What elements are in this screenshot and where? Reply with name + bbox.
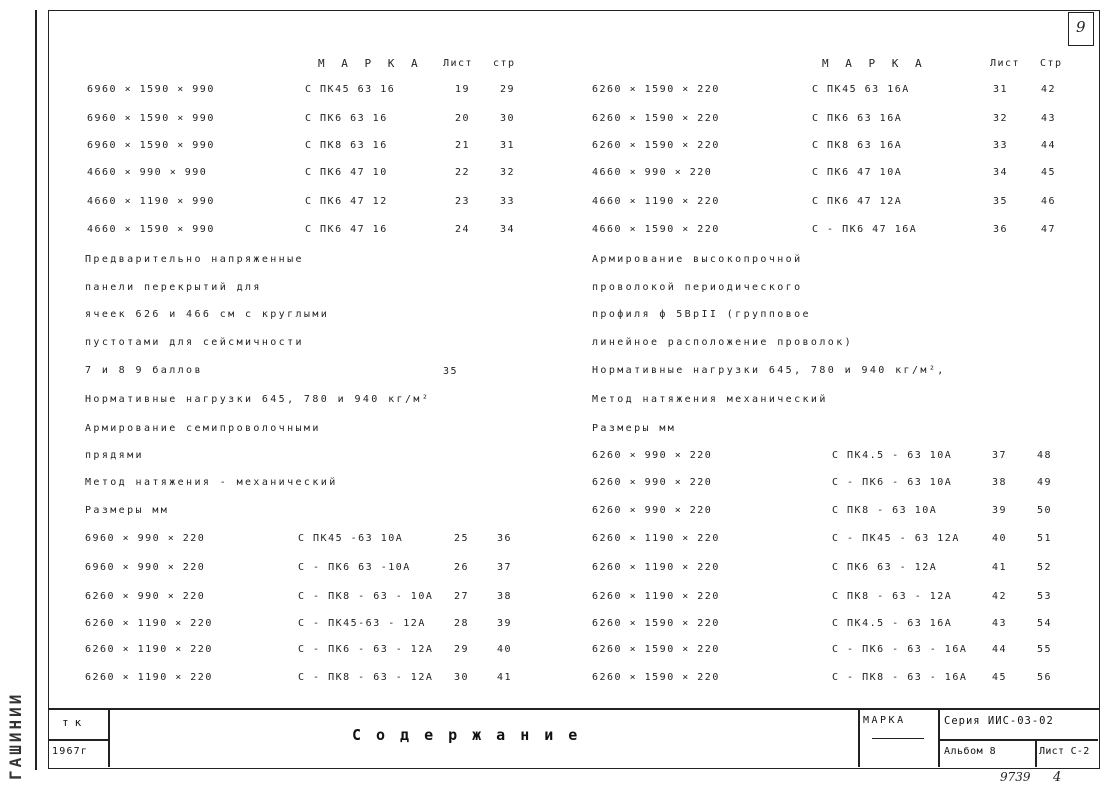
row-size: 6260 × 990 × 220 xyxy=(592,477,713,488)
row-mark: С ПК6 47 10 xyxy=(305,167,388,178)
row-str: 31 xyxy=(500,140,516,151)
row-mark: С ПК4.5 - 63 10А xyxy=(832,450,953,461)
row-str: 45 xyxy=(1041,167,1057,178)
year-label: 1967г xyxy=(52,746,89,757)
row-mark: С ПК6 47 10А xyxy=(812,167,903,178)
sheet-label: Лист С-2 xyxy=(1039,746,1090,757)
row-mark: С ПК4.5 - 63 16А xyxy=(832,618,953,629)
row-list: 43 xyxy=(992,618,1008,629)
row-size: 6260 × 990 × 220 xyxy=(592,450,713,461)
row-str: 55 xyxy=(1037,644,1053,655)
left-section-line: Размеры мм xyxy=(85,505,170,516)
binding-strip-line xyxy=(35,10,37,770)
row-str: 30 xyxy=(500,113,516,124)
row-str: 49 xyxy=(1037,477,1053,488)
row-list: 28 xyxy=(454,618,470,629)
title-block-divider-marka xyxy=(858,708,860,767)
row-mark: С - ПК8 - 63 - 12А xyxy=(298,672,434,683)
album-label: Альбом 8 xyxy=(944,746,997,757)
row-list: 19 xyxy=(455,84,471,95)
row-mark: С - ПК8 - 63 - 16А xyxy=(832,672,968,683)
row-size: 6260 × 1590 × 220 xyxy=(592,84,720,95)
row-mark: С ПК6 63 16А xyxy=(812,113,903,124)
right-section-line: Метод натяжения механический xyxy=(592,394,828,405)
title-block-marka-underline xyxy=(872,738,924,739)
row-list: 36 xyxy=(993,224,1009,235)
row-list: 21 xyxy=(455,140,471,151)
title-block-series-divider xyxy=(938,739,1098,741)
row-list: 42 xyxy=(992,591,1008,602)
row-str: 41 xyxy=(497,672,513,683)
row-str: 40 xyxy=(497,644,513,655)
row-size: 4660 × 1190 × 990 xyxy=(87,196,215,207)
row-str: 51 xyxy=(1037,533,1053,544)
row-str: 56 xyxy=(1037,672,1053,683)
title-block-divider-left xyxy=(108,708,110,767)
row-size: 6260 × 1590 × 220 xyxy=(592,644,720,655)
row-str: 53 xyxy=(1037,591,1053,602)
left-section-line: Армирование семипроволочными xyxy=(85,423,321,434)
side-stamp: ГАШИНИИ xyxy=(6,691,25,780)
row-list: 41 xyxy=(992,562,1008,573)
row-str: 36 xyxy=(497,533,513,544)
row-size: 6260 × 1590 × 220 xyxy=(592,113,720,124)
row-list: 39 xyxy=(992,505,1008,516)
row-size: 6260 × 1190 × 220 xyxy=(85,672,213,683)
row-mark: С ПК8 - 63 10А xyxy=(832,505,938,516)
archive-number: 9739 xyxy=(1000,770,1031,784)
left-section-line: пустотами для сейсмичности xyxy=(85,337,304,348)
row-str: 50 xyxy=(1037,505,1053,516)
page-number: 9 xyxy=(1076,18,1086,36)
left-header-str: стр xyxy=(493,58,516,69)
row-str: 43 xyxy=(1041,113,1057,124)
row-size: 6960 × 1590 × 990 xyxy=(87,84,215,95)
right-section-line: проволокой периодического xyxy=(592,282,803,293)
row-mark: С ПК8 63 16А xyxy=(812,140,903,151)
row-str: 39 xyxy=(497,618,513,629)
row-mark: С - ПК45-63 - 12А xyxy=(298,618,426,629)
row-list: 35 xyxy=(993,196,1009,207)
row-str: 32 xyxy=(500,167,516,178)
row-mark: С - ПК6 63 -10А xyxy=(298,562,411,573)
row-mark: С - ПК6 - 63 10А xyxy=(832,477,953,488)
row-size: 6960 × 1590 × 990 xyxy=(87,113,215,124)
row-str: 48 xyxy=(1037,450,1053,461)
row-str: 44 xyxy=(1041,140,1057,151)
row-mark: С - ПК6 - 63 - 12А xyxy=(298,644,434,655)
row-mark: С - ПК6 47 16А xyxy=(812,224,918,235)
row-list: 30 xyxy=(454,672,470,683)
row-size: 6960 × 990 × 220 xyxy=(85,562,206,573)
row-list: 45 xyxy=(992,672,1008,683)
row-str: 37 xyxy=(497,562,513,573)
right-section-line: линейное расположение проволок) xyxy=(592,337,854,348)
right-header-marka: М А Р К А xyxy=(822,57,927,70)
left-section-line: панели перекрытий для xyxy=(85,282,262,293)
row-list: 32 xyxy=(993,113,1009,124)
row-size: 6260 × 1190 × 220 xyxy=(592,562,720,573)
row-size: 6260 × 1590 × 220 xyxy=(592,140,720,151)
right-section-line: Размеры мм xyxy=(592,423,677,434)
row-str: 42 xyxy=(1041,84,1057,95)
row-mark: С ПК6 47 12А xyxy=(812,196,903,207)
row-list: 38 xyxy=(992,477,1008,488)
row-list: 31 xyxy=(993,84,1009,95)
row-size: 6260 × 1590 × 220 xyxy=(592,618,720,629)
row-str: 33 xyxy=(500,196,516,207)
row-mark: С ПК45 63 16 xyxy=(305,84,396,95)
row-size: 4660 × 990 × 220 xyxy=(592,167,713,178)
row-size: 4660 × 1190 × 220 xyxy=(592,196,720,207)
row-str: 29 xyxy=(500,84,516,95)
row-list: 29 xyxy=(454,644,470,655)
title-block-divider-series xyxy=(938,708,940,767)
right-section-line: Армирование высокопрочной xyxy=(592,254,803,265)
document-title: Содержание xyxy=(352,726,593,744)
row-mark: С - ПК6 - 63 - 16А xyxy=(832,644,968,655)
left-section-line: ячеек 626 и 466 см с круглыми xyxy=(85,309,330,320)
row-size: 6960 × 990 × 220 xyxy=(85,533,206,544)
row-size: 4660 × 1590 × 220 xyxy=(592,224,720,235)
left-section-line: прядями xyxy=(85,450,144,461)
row-mark: С ПК8 63 16 xyxy=(305,140,388,151)
row-mark: С ПК45 -63 10А xyxy=(298,533,404,544)
left-header-marka: М А Р К А xyxy=(318,57,423,70)
org-label: тк xyxy=(62,716,88,729)
row-list: 37 xyxy=(992,450,1008,461)
row-str: 34 xyxy=(500,224,516,235)
row-size: 6260 × 1590 × 220 xyxy=(592,672,720,683)
title-block-divider-sheet xyxy=(1035,739,1037,767)
right-header-list: Лист xyxy=(990,58,1021,69)
row-size: 4660 × 1590 × 990 xyxy=(87,224,215,235)
row-list: 40 xyxy=(992,533,1008,544)
row-size: 6260 × 990 × 220 xyxy=(592,505,713,516)
row-mark: С - ПК8 - 63 - 10А xyxy=(298,591,434,602)
row-str: 54 xyxy=(1037,618,1053,629)
row-size: 4660 × 990 × 990 xyxy=(87,167,208,178)
row-list: 25 xyxy=(454,533,470,544)
marka-label: МАРКА xyxy=(863,715,906,726)
right-section-line: Нормативные нагрузки 645, 780 и 940 кг/м², xyxy=(592,365,946,376)
left-section-line: Нормативные нагрузки 645, 780 и 940 кг/м² xyxy=(85,394,431,405)
row-list: 22 xyxy=(455,167,471,178)
row-str: 52 xyxy=(1037,562,1053,573)
row-mark: С ПК6 47 16 xyxy=(305,224,388,235)
row-mark: С ПК45 63 16А xyxy=(812,84,910,95)
row-str: 47 xyxy=(1041,224,1057,235)
right-header-str: Стр xyxy=(1040,58,1063,69)
left-header-list: Лист xyxy=(443,58,474,69)
row-list: 27 xyxy=(454,591,470,602)
row-size: 6260 × 1190 × 220 xyxy=(85,644,213,655)
row-list: 33 xyxy=(993,140,1009,151)
row-list: 24 xyxy=(455,224,471,235)
row-mark: С - ПК45 - 63 12А xyxy=(832,533,960,544)
row-list: 20 xyxy=(455,113,471,124)
title-block-org-divider xyxy=(48,739,109,741)
row-size: 6960 × 1590 × 990 xyxy=(87,140,215,151)
row-list: 44 xyxy=(992,644,1008,655)
left-section-line: 7 и 8 9 баллов xyxy=(85,365,203,376)
copy-number: 4 xyxy=(1053,770,1062,785)
right-section-line: профиля ф 5ВрII (групповое xyxy=(592,309,811,320)
row-list: 26 xyxy=(454,562,470,573)
row-size: 6260 × 1190 × 220 xyxy=(85,618,213,629)
left-section-line: Предварительно напряженные xyxy=(85,254,304,265)
left-section-page-ref: 35 xyxy=(443,366,459,377)
title-block-top-line xyxy=(48,708,1099,710)
row-mark: С ПК6 63 - 12А xyxy=(832,562,938,573)
row-size: 6260 × 1190 × 220 xyxy=(592,533,720,544)
series-label: Серия ИИС-03-02 xyxy=(944,715,1054,727)
row-list: 34 xyxy=(993,167,1009,178)
row-mark: С ПК6 63 16 xyxy=(305,113,388,124)
row-size: 6260 × 990 × 220 xyxy=(85,591,206,602)
row-size: 6260 × 1190 × 220 xyxy=(592,591,720,602)
left-section-line: Метод натяжения - механический xyxy=(85,477,338,488)
row-str: 38 xyxy=(497,591,513,602)
row-mark: С ПК6 47 12 xyxy=(305,196,388,207)
row-str: 46 xyxy=(1041,196,1057,207)
row-mark: С ПК8 - 63 - 12А xyxy=(832,591,953,602)
row-list: 23 xyxy=(455,196,471,207)
